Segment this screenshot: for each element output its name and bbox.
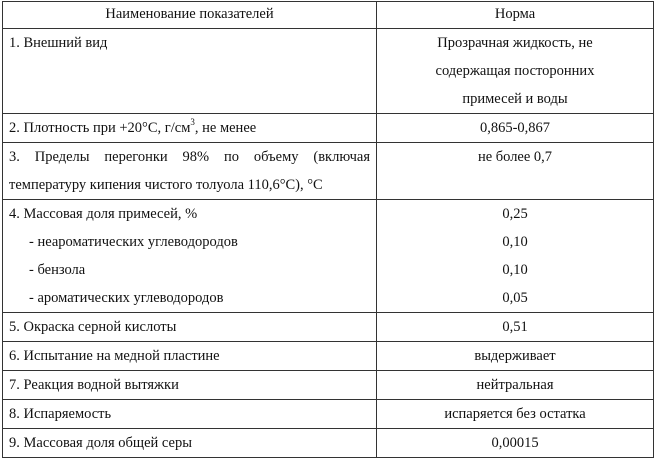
norm-line: Прозрачная жидкость, не: [437, 35, 593, 51]
row-norm: не более 0,7: [377, 143, 654, 200]
row-norm: нейтральная: [377, 371, 654, 400]
impurities-title: 4. Массовая доля примесей, %: [9, 206, 198, 222]
header-norm: Норма: [377, 2, 654, 29]
norm-line: примесей и воды: [462, 91, 568, 107]
impurity-value: 0,10: [502, 262, 528, 278]
impurity-name: - неароматических углеводородов: [29, 234, 238, 250]
table-row-density: [3, 114, 654, 143]
impurity-name: - бензола: [29, 262, 86, 278]
row-name: [3, 114, 377, 143]
table-row-water-extract: [3, 371, 654, 400]
impurity-name: - ароматических углеводородов: [29, 290, 224, 306]
row-name: 7. Реакция водной вытяжки: [3, 371, 377, 400]
impurity-value: 0,05: [502, 290, 528, 306]
specification-table: [2, 1, 654, 458]
row-norm: [377, 200, 654, 313]
row-norm: 0,51: [377, 313, 654, 342]
row-name: 5. Окраска серной кислоты: [3, 313, 377, 342]
row-norm: [377, 29, 654, 114]
table-row-evaporation: [3, 400, 654, 429]
row-name: 3. Пределы перегонки 98% по объему (включая температуру кипения чистого толуола 110,6°С), °С: [3, 143, 377, 200]
table-header-row: [3, 2, 654, 29]
table-row-copper-plate-test: [3, 342, 654, 371]
table-row-sulfur-content: [3, 429, 654, 458]
row-name: 8. Испаряемость: [3, 400, 377, 429]
row-name: 9. Массовая доля общей серы: [3, 429, 377, 458]
table-row-impurities: [3, 200, 654, 313]
impurities-total: 0,25: [502, 206, 528, 222]
norm-line: содержащая посторонних: [435, 63, 595, 79]
header-indicator-name: Наименование показателей: [3, 2, 377, 29]
table-row-distillation: [3, 143, 654, 200]
impurity-value: 0,10: [502, 234, 528, 250]
row-name: [3, 200, 377, 313]
row-norm: выдерживает: [377, 342, 654, 371]
row-norm: 0,00015: [377, 429, 654, 458]
table-row-appearance: [3, 29, 654, 114]
density-label: 2. Плотность при +20°С, г/см: [9, 120, 191, 136]
table-row-sulfuric-acid-color: [3, 313, 654, 342]
row-norm: 0,865-0,867: [377, 114, 654, 143]
density-unit-exponent: 3: [190, 117, 195, 128]
row-name: 6. Испытание на медной пластине: [3, 342, 377, 371]
density-qualifier: , не менее: [194, 120, 257, 136]
row-name: 1. Внешний вид: [3, 29, 377, 114]
row-norm: испаряется без остатка: [377, 400, 654, 429]
